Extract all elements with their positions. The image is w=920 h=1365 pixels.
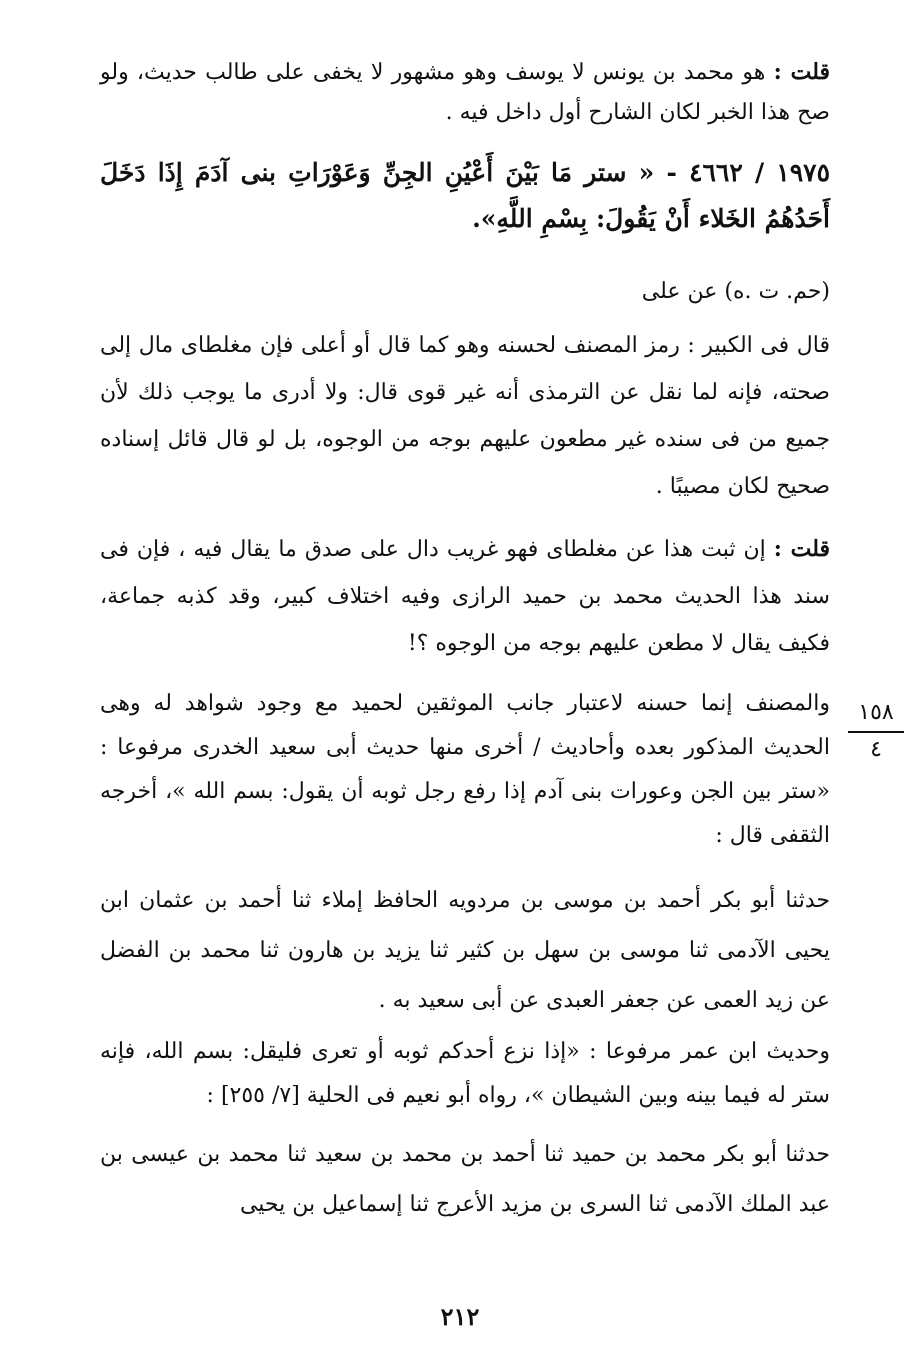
paragraph-commentary	[100, 322, 830, 510]
paragraph-text: حدثنا أبو بكر أحمد بن موسى بن مردويه الحافظ إملاء ثنا أحمد بن عثمان ابن يحيى الآدمى ثنا موسى بن سهل بن كثير ثنا يزيد بن هارون ثنا محمد بن الفضل عن زيد العمى عن جعفر العبدى عن أبى سعيد به .	[100, 888, 830, 1013]
margin-reference-top: ١٥٨	[858, 700, 894, 725]
hadith-entry	[100, 150, 830, 242]
hadith-number: ١٩٧٥ / ٤٦٦٢ -	[666, 158, 830, 187]
paragraph-isnad-2	[100, 1130, 830, 1230]
hadith-text: « ستر مَا بَيْنَ أَعْيُنِ الجِنِّ وَعَوْرَاتِ بنى آدَمَ إِذَا دَخَلَ أَحَدُهُمُ الخَلاء أَنْ يَقُولَ: بِسْمِ اللَّهِ».	[100, 158, 830, 233]
paragraph-isnad-1	[100, 876, 830, 1026]
source-line: (حم. ت .ه) عن على	[641, 279, 830, 304]
paragraph-text: والمصنف إنما حسنه لاعتبار جانب الموثقين لحميد مع وجود شواهد له وهى الحديث المذكور بعده وأحاديث / أخرى منها حديث أبى سعيد الخدرى مرفوعا : «ستر بين الجن وعورات بنى آدم إذا رفع رجل ثوبه أن يقول: بسم الله »، أخرجه الثقفى قال :	[100, 691, 830, 848]
margin-reference-bottom: ٤	[870, 737, 882, 762]
paragraph-1	[100, 52, 830, 133]
paragraph-3	[100, 682, 830, 858]
page-number: ٢١٢	[440, 1302, 480, 1331]
paragraph-text: هو محمد بن يونس لا يوسف وهو مشهور لا يخفى على طالب حديث، ولو صح هذا الخبر لكان الشارح أول داخل فيه .	[100, 60, 830, 125]
paragraph-text: إن ثبت هذا عن مغلطاى فهو غريب دال على صدق ما يقال فيه ، فإن فى سند هذا الحديث محمد بن حميد الرازى وفيه اختلاف كبير، وقد كذبه جماعة، فكيف يقال لا مطعن عليهم بوجه من الوجوه ؟!	[100, 537, 830, 656]
paragraph-2	[100, 526, 830, 667]
margin-divider	[848, 731, 904, 733]
paragraph-text: وحديث ابن عمر مرفوعا : «إذا نزع أحدكم ثوبه أو تعرى فليقل: بسم الله، فإنه ستر له فيما بينه وبين الشيطان »، رواه أبو نعيم فى الحلية [٧/ ٢٥٥] :	[100, 1039, 830, 1108]
paragraph-text: قال فى الكبير : رمز المصنف لحسنه وهو كما قال أو أعلى فإن مغلطاى مال إلى صحته، فإنه لما نقل عن الترمذى أنه غير قوى قال: ولا أدرى ما يوجب ذلك لأن جميع من فى سنده غير مطعون عليهم بوجه من الوجوه، بل لو قال قائل إسناده صحيح لكان مصيبًا .	[100, 333, 830, 499]
paragraph-lead: قلت :	[773, 536, 830, 562]
margin-reference	[848, 700, 904, 762]
hadith-source	[100, 272, 830, 312]
paragraph-text: حدثنا أبو بكر محمد بن حميد ثنا أحمد بن محمد بن سعيد ثنا محمد بن عيسى بن عبد الملك الآدمى ثنا السرى بن مزيد الأعرج ثنا إسماعيل بن يحيى	[100, 1142, 830, 1217]
paragraph-lead: قلت :	[773, 59, 830, 85]
paragraph-4	[100, 1030, 830, 1118]
